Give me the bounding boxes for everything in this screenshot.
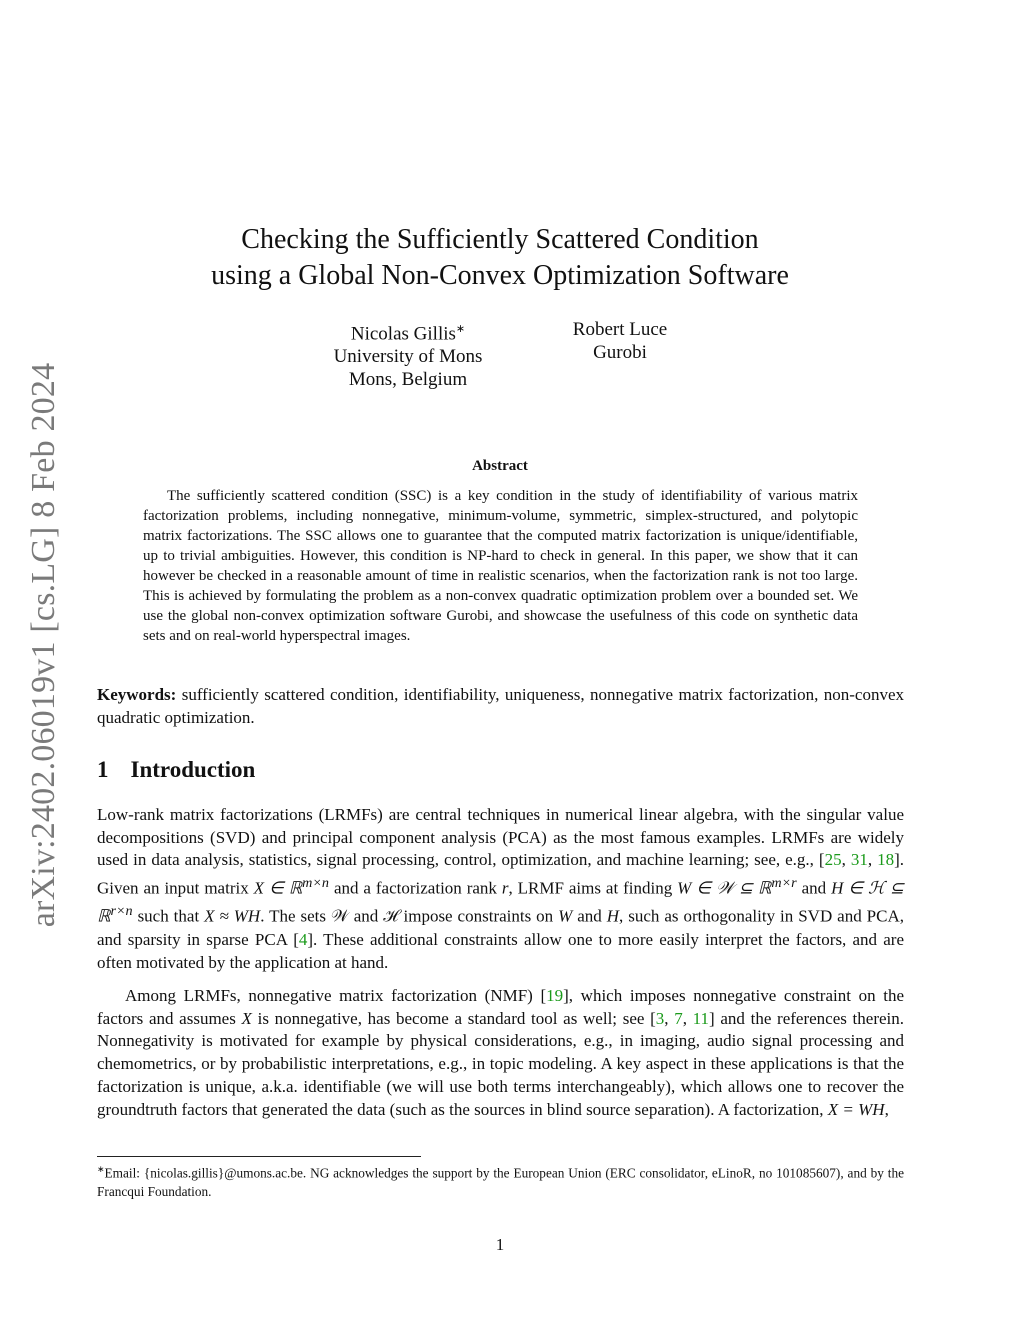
footnote-text: Email: {nicolas.gillis}@umons.ac.be. NG acknowledges the support by the European Union (ERC consolidator, eLinoR, no 101085607), and by the Francqui Foundation. [97, 1165, 904, 1200]
math-exponent: m×n [302, 875, 330, 892]
math-exponent: r×n [110, 903, 133, 920]
author-affiliation: University of Mons [333, 346, 483, 368]
math: X = WH [827, 1099, 885, 1119]
author-block-luce [540, 318, 700, 364]
author-block-gillis [298, 318, 518, 391]
math: W ∈ 𝒲 ⊆ ℝ [677, 878, 772, 898]
title-line-1: Checking the Sufficiently Scattered Condition [241, 224, 759, 255]
math: X ∈ ℝ [253, 878, 303, 898]
keywords-label: Keywords: [97, 685, 177, 704]
citation-link[interactable]: 4 [298, 929, 308, 949]
page-number: 1 [495, 1235, 505, 1254]
math: H [606, 907, 620, 927]
text-run: Among LRMFs, nonnegative matrix factorization (NMF) [ [125, 986, 547, 1005]
section-heading [97, 757, 255, 783]
text-run: , such as orthogonality in SVD and PCA, and sparsity in sparse PCA [ [97, 907, 904, 949]
citation-link[interactable]: 19 [546, 986, 564, 1005]
math: H ∈ ℋ ⊆ ℝ [97, 878, 904, 927]
section-number: 1 [97, 757, 109, 782]
citation-link[interactable]: 3 [655, 1008, 665, 1028]
author-location: Mons, Belgium [348, 369, 468, 391]
text-run: , [884, 1099, 889, 1119]
intro-paragraph-2: Among LRMFs, nonnegative matrix factorization (NMF) [19], which imposes nonnegative constraint on the factors and assumes X is nonnegative, has become a standard tool as well; see [3, 7, 11] and the references therein. Nonnegativity is motivated for example by physical considerations, e.g., in imaging, audio signal processing and chemometrics, or by probabilistic interpretations, e.g., in topic modeling. A key aspect in these applications is that the factorization is unique, a.k.a. identifiable (we will use both terms interchangeably), which allows one to recover the groundtruth factors that generated the data (such as the sources in blind source separation). A factorization, X = WH, [97, 986, 905, 1119]
paper-title [0, 222, 1000, 294]
citation-link[interactable]: 18 [877, 850, 895, 870]
citation-link[interactable]: 25 [824, 850, 842, 870]
text-run: and a factorization rank [329, 878, 502, 898]
math: X ≈ WH [204, 907, 261, 927]
text-run: . The sets 𝒲 and ℋ impose constraints on [260, 907, 559, 927]
footnote [97, 1160, 904, 1201]
text-run: , LRMF aims at finding [508, 878, 678, 898]
abstract-heading: Abstract [472, 458, 528, 474]
keywords-text: sufficiently scattered condition, identifiability, uniqueness, nonnegative matrix factorization, non-convex quadratic optimization. [97, 685, 904, 727]
math: W [558, 907, 573, 927]
abstract-text: The sufficiently scattered condition (SSC) is a key condition in the study of identifiability of various matrix factorization problems, including nonnegative, minimum-volume, symmetric, simplex-structured, and polytopic matrix factorizations. The SSC allows one to guarantee that the computed matrix factorization is unique/identifiable, up to trivial ambiguities. However, this condition is NP-hard to check in general. In this paper, we show that it can however be checked in a reasonable amount of time in realistic scenarios, when the factorization rank is not too large. This is achieved by formulating the problem as a non-convex quadratic optimization problem over a bounded set. We use the global non-convex optimization software Gurobi, and showcase the usefulness of this code on synthetic data sets and on real-world hyperspectral images. [143, 488, 858, 644]
section-title: Introduction [130, 757, 256, 782]
arxiv-identifier: arXiv:2402.06019v1 [cs.LG] 8 Feb 2024 [25, 362, 62, 928]
text-run: and [796, 878, 832, 898]
footnote-rule [97, 1156, 421, 1157]
text-run: and [572, 907, 607, 927]
text-run: ], which imposes nonnegative constraint on the factors and assumes [97, 986, 904, 1028]
text-run: is nonnegative, has become a standard tool as well; see [ [251, 1008, 656, 1028]
author-affiliation: Gurobi [593, 342, 647, 363]
citation-link[interactable]: 7 [674, 1008, 683, 1028]
footnote-mark: ∗ [97, 1164, 105, 1174]
author-name: Nicolas Gillis [350, 323, 456, 345]
citation-link[interactable]: 31 [850, 850, 868, 870]
title-line-2: using a Global Non-Convex Optimization Software [211, 260, 789, 291]
text-run: ] and the references therein. Nonnegativity is motivated for example by physical considerations, e.g., in imaging, audio signal processing and chemometrics, or by probabilistic interpretations, e.g., in topic modeling. A key aspect in these applications is that the factorization is unique, a.k.a. identifiable (we will use both terms interchangeably), which allows one to recover the groundtruth factors that generated the data (such as the sources in blind source separation). A factorization, [97, 1008, 905, 1119]
author-name: Robert Luce [572, 319, 668, 340]
intro-paragraph-1: Low-rank matrix factorizations (LRMFs) are central techniques in numerical linear algebra, with the singular value decompositions (SVD) and principal component analysis (PCA) as the most famous examples. LRMFs are widely used in data analysis, statistics, signal processing, control, optimization, and machine learning; see, e.g., [25, 31, 18]. Given an input matrix X ∈ ℝ$^{m\times n}$ and a factorization rank r, LRMF aims at finding W ∈ 𝒲 ⊆ ℝ$^{m\times r}$ and H ∈ ℋ ⊆ ℝ$^{r\times n}$ such that X ≈ WH. The sets 𝒲 and ℋ impose constraints on W and H, such as orthogonality in SVD and PCA, and sparsity in sparse PCA [4]. These additional constraints allow one to more easily interpret the factors, and are often motivated by the application at hand. [97, 805, 904, 972]
text-run: ]. Given an input matrix [97, 850, 904, 898]
text-run: such that [132, 907, 205, 927]
math: r [501, 878, 509, 898]
text-run: ]. These additional constraints allow one to more easily interpret the factors, and are often motivated by the application at hand. [97, 929, 904, 972]
math-exponent: m×r [771, 875, 797, 892]
citation-link[interactable]: 11 [692, 1008, 710, 1028]
footnote-marker[interactable]: ∗ [455, 323, 466, 335]
keywords [97, 683, 904, 729]
math: X [241, 1008, 252, 1028]
text-run: Low-rank matrix factorizations (LRMFs) are central techniques in numerical linear algebra, with the singular value decompositions (SVD) and principal component analysis (PCA) as the most famous examples. LRMFs are widely used in data analysis, statistics, signal processing, control, optimization, and machine learning; see, e.g., [ [97, 805, 904, 870]
